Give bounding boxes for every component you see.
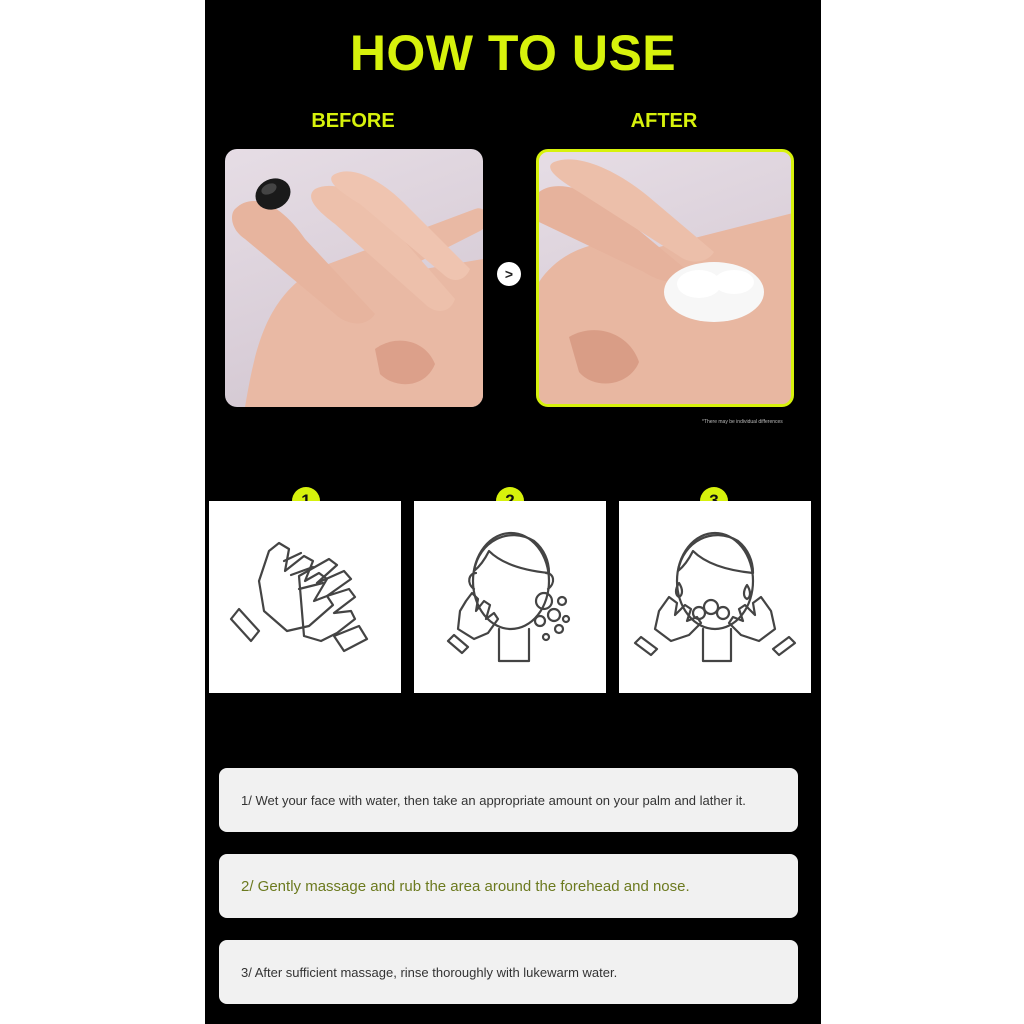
- page-title: HOW TO USE: [349, 25, 677, 81]
- disclaimer-note: *There may be individual differences: [702, 419, 783, 425]
- after-label: AFTER: [630, 110, 698, 132]
- instruction-2: 2/ Gently massage and rub the area around the forehead and nose.: [219, 854, 798, 918]
- how-to-use-panel: [205, 0, 821, 1024]
- before-photo: [225, 149, 483, 407]
- step-card-3: [619, 501, 811, 693]
- before-label: BEFORE: [311, 110, 395, 132]
- instruction-1: 1/ Wet your face with water, then take an appropriate amount on your palm and lather it.: [219, 768, 798, 832]
- arrow-icon: >: [497, 262, 521, 286]
- rubbing-hands-icon: [209, 501, 401, 693]
- after-photo: [536, 149, 794, 407]
- step-card-1: [209, 501, 401, 693]
- face-rinse-icon: [619, 501, 811, 693]
- face-lather-icon: [414, 501, 606, 693]
- step-card-2: [414, 501, 606, 693]
- instruction-3: 3/ After sufficient massage, rinse thoroughly with lukewarm water.: [219, 940, 798, 1004]
